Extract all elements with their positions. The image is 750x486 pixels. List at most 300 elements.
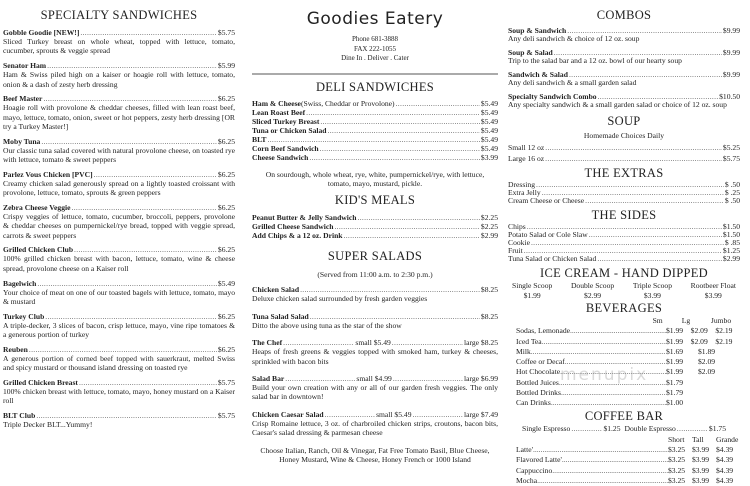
fax: FAX 222-1055 [353,44,397,53]
item-price: $2.99 [480,231,498,241]
row-label [508,476,668,486]
item-price: $5.75 [217,28,235,37]
deli-note: On sourdough, whole wheat, rye, white, pumpernickel/rye, with lettuce, tomato, mayo, mustard, pickle. [265,169,485,188]
item-name: Bagelwich [3,278,37,288]
dot-leader [545,143,722,154]
price-cell: $3.99 [692,465,710,475]
dot-leader [320,117,480,126]
item-price: $5.49 [480,116,498,126]
item-price: $5.75 [217,377,235,387]
restaurant-title: Goodies Eatery [306,9,444,29]
item-price: $6.25 [217,136,235,146]
dot-leader [72,203,217,212]
table-row [508,347,740,357]
item-name: Dressing [508,180,535,189]
item-description: Ditto the above using tuna as the star of the show [252,320,402,330]
soup-sub: Homemade Choices Daily [583,131,665,140]
dot-leader [542,337,666,347]
price-cell: $2.19 [715,336,733,346]
menu-item-row [252,135,498,144]
menu-item-row [252,213,498,222]
price-cell: $1.00 [666,398,684,408]
menu-item [3,378,235,406]
item-description: A generous portion of corned beef topped with sauerkraut, melted Swiss and spicy mustard or thousand island dressing on toasted rye [3,353,235,373]
dot-leader [344,231,480,240]
double-espresso-price: $1.75 [708,423,727,433]
price-cell: $1.79 [666,388,684,398]
dot-leader [309,153,480,162]
menu-item-row [3,245,235,254]
dot-leader [325,410,375,419]
ice-cream-name: Triple Scoop [632,281,672,290]
item-small-price: small $4.99 [356,373,392,383]
menu-item-row [252,108,498,117]
extras-list [508,181,740,205]
row-name: Mocha [516,475,538,485]
right-column [508,0,740,486]
menu-item-row [252,231,498,240]
row-name: Milk [516,346,531,356]
price-cell: $3.25 [668,475,686,485]
menu-item [252,117,498,126]
dot-leader [531,347,666,357]
table-row [508,337,740,347]
section-heading: ICE CREAM - HAND DIPPED [539,266,708,280]
item-price: $ .85 [724,238,740,247]
dot-leader [29,345,217,354]
menu-item-row [252,312,498,321]
menu-item-row [252,99,498,108]
sides-list [508,223,740,263]
menu-item-row [508,239,740,247]
dot-leader [47,61,217,70]
served-note: (Served from 11:00 a.m. to 2:30 p.m.) [317,270,433,280]
ice-cream-price: $3.99 [704,291,722,300]
double-espresso: Double Espresso [624,423,676,433]
menu-item [508,197,740,205]
item-description: Our classic tuna salad covered with natural provolone cheese, on toasted rye with lettuce, tomato & sweet peppers [3,145,235,165]
item-description: Crispy veggies of lettuce, tomato, cucumber, broccoli, peppers, provolone & cheddar cheeses on pumpernickel/rye bread, topped with veggie spread, carrots & sweet peppers [3,211,235,240]
menu-item [252,222,498,231]
ice-cream-list [508,281,740,301]
ice-cream-option [512,281,552,301]
item-price: $8.25 [480,311,498,321]
menu-item-row [508,154,740,165]
menu-item-row [252,153,498,162]
item-name: Corn Beef Sandwich [252,143,319,153]
item-price: $5.49 [480,134,498,144]
section-heading: BEVERAGES [585,301,663,315]
menu-item-row [508,143,740,154]
row-label [508,326,666,336]
item-name: Grilled Chicken Club [3,245,74,255]
item-name: Sliced Turkey Breast [252,116,320,126]
dot-leader [79,378,217,387]
price-cell: $1.99 [666,367,684,377]
item-description: Any deli sandwich & choice of 12 oz. soup [508,34,640,43]
row-label [508,455,668,465]
table-row [508,326,740,336]
dot-leader [531,239,724,247]
item-name: Parlez Vous Chicken [PVC] [3,169,93,179]
dot-leader [41,137,217,146]
item-price: $1.50 [722,230,740,239]
menu-item-row [3,170,235,179]
price-cell: $3.99 [692,455,710,465]
menu-item [508,92,740,109]
item-name: Cream Cheese or Cheese [508,196,585,205]
item-description: Sliced Turkey breast on whole wheat, topped with lettuce, tomato, cucumber, sprouts & veggie spread [3,37,235,56]
menu-item [252,108,498,117]
ice-cream-name: Single Scoop [512,281,553,290]
item-name: Large 16 oz [508,153,545,163]
menu-item-row [3,378,235,387]
item-price: $10.50 [719,92,740,101]
price-cell: $1.79 [666,377,684,387]
row-label [508,466,668,476]
menu-item-row [252,374,498,383]
item-name: Beef Master [3,94,43,104]
item-description: Crisp Romaine lettuce, 3 oz. of charbroiled chicken strips, croutons, bacon bits, Caesar's salad dressing & parmesan cheese [252,418,498,438]
menu-item [3,345,235,373]
table-row [508,476,740,486]
menu-item [508,231,740,239]
section-heading: THE SIDES [591,208,657,222]
menu-item [508,48,740,65]
combo-list [508,26,740,109]
dot-leader [393,374,463,383]
item-extra: (Swiss, Cheddar or Provolone) [300,98,395,108]
dot-leader [392,338,463,347]
menu-item-row [252,126,498,135]
menu-item-row [3,94,235,103]
item-price: large $7.49 [463,409,498,419]
item-name: BLT [252,134,267,144]
item-description: Deluxe chicken salad surrounded by fresh garden veggies [252,294,428,304]
item-price: $6.25 [217,344,235,354]
menu-item-row [3,61,235,70]
item-name: Grilled Chicken Breast [3,377,78,387]
item-price: $5.49 [480,107,498,117]
ice-cream-price: $3.99 [643,291,661,300]
price-cell: $1.99 [666,336,684,346]
price-cell: $3.99 [692,475,710,485]
column-header: Sm [652,316,663,325]
menu-item [252,135,498,144]
menu-item [252,213,498,222]
item-description: 100% chicken breast with lettuce, tomato, mayo, honey mustard on a Kaiser roll [3,386,235,406]
menu-item [252,231,498,240]
section-heading: COMBOS [596,8,652,22]
item-description: Trip to the salad bar and a 12 oz. bowl of our hearty soup [508,56,682,65]
dot-leader [536,181,724,189]
menu-item [252,338,498,366]
menu-item [3,28,235,56]
column-header: Jumbo [710,316,732,325]
kids-list [252,213,498,240]
divider [252,73,498,75]
item-price: $2.25 [480,222,498,232]
table-header [508,435,740,445]
price-cell: $3.25 [668,444,686,454]
item-price: $5.49 [217,278,235,288]
menu-item [3,312,235,340]
row-name: Latte' [516,444,533,454]
dot-leader [334,222,479,231]
dot-leader [300,285,480,294]
item-name: Chicken Caesar Salad [252,409,324,419]
item-description: Hoagie roll with provolone & cheddar cheeses, filled with lean roast beef, mayo, lettuce, tomato, onion, sweet or hot peppers, zesty herb dressing [OR try a Turkey Master!] [3,103,235,132]
item-price: $5.75 [217,411,235,421]
menu-item [252,126,498,135]
item-price: $3.99 [480,152,498,162]
dot-leader [45,312,217,321]
item-description: Any specialty sandwich & a small garden salad or choice of 12 oz. soup [508,100,727,109]
item-name: Small 12 oz [508,143,545,152]
item-name: Salad Bar [252,373,285,383]
item-name: The Chef [252,338,283,348]
item-description: Your choice of meat on one of our toasted bagels with lettuce, tomato, mayo & mustard [3,287,235,306]
row-name: Bottled Juices [516,377,559,387]
column-header: Grande [716,434,739,444]
item-price: $ .50 [724,196,740,205]
dot-leader [597,255,722,263]
menu-item-row [252,144,498,153]
dot-leader [328,126,480,135]
dot-leader [396,99,480,108]
row-label [508,388,666,398]
item-price: $6.25 [217,169,235,179]
price-cell: $3.25 [668,465,686,475]
item-price: $2.99 [722,254,740,263]
item-price: $6.25 [217,202,235,212]
item-small-price: small $5.49 [376,409,412,419]
price-cell: $4.39 [716,465,734,475]
item-price: large $8.25 [463,338,499,348]
item-description: Heaps of fresh greens & veggies topped with smoked ham, turkey & cheeses, sprinkled with bacon bits [252,347,498,366]
salad-list [252,285,498,437]
header-spacer [508,435,668,445]
item-price: $5.99 [217,61,235,71]
dressing-note: Choose Italian, Ranch, Oil & Vinegar, Fat Free Tomato Basil, Blue Cheese, Honey Mustard, Wine & Cheese, Honey French or 1000 Island [260,445,490,464]
menu-item [508,181,740,189]
table-header [508,316,740,326]
price-cell: $1.89 [698,346,716,356]
item-price: $5.49 [480,125,498,135]
table-row [508,466,740,476]
table-row [508,388,740,398]
ice-cream-name: Double Scoop [570,281,615,290]
item-name: Extra Jelly [508,188,541,197]
item-name: Fruit [508,246,523,255]
dot-leader [94,170,217,179]
item-name: Cheese Sandwich [252,152,309,162]
item-price: $9.99 [722,70,740,79]
specialty-sandwiches-column [3,0,235,435]
row-name: Can Drinks [516,398,551,408]
menu-item-row [508,181,740,189]
menu-item-row [3,279,235,288]
item-name: Turkey Club [3,311,45,321]
item-description: Creamy chicken salad generously spread on a lightly toasted croissant with provolone, lettuce, tomato, sprouts & green peppers [3,178,235,198]
item-price: $6.25 [217,245,235,255]
menu-item-row [3,203,235,212]
services: Dine In . Deliver . Cater [341,54,409,62]
item-price: $6.25 [217,94,235,104]
row-name: Flavored Latte' [516,455,562,465]
price-cell: $1.99 [666,357,684,367]
column-header: Tall [692,434,704,444]
dot-leader [552,466,668,476]
menu-item-row [252,117,498,126]
dot-leader [80,28,217,37]
menu-item [252,144,498,153]
ice-cream-price: $2.99 [584,291,602,300]
center-column [252,0,498,464]
item-price: $5.49 [480,143,498,153]
menu-item-row [3,345,235,354]
item-price: $ .25 [724,188,740,197]
menu-item-row [252,410,498,419]
item-name: Grilled Cheese Sandwich [252,222,334,232]
row-name: Cappuccino [516,465,553,475]
ice-cream-option [633,281,672,301]
price-cell: $2.09 [698,367,716,377]
menu-item [3,137,235,165]
item-name: Specialty Sandwich Combo [508,92,597,101]
menu-item [508,239,740,247]
item-name: Senator Ham [3,61,47,71]
menu-item [3,203,235,240]
soup-list [508,143,740,164]
row-label [508,347,666,357]
row-name: Sodas, Lemonade [516,326,570,336]
item-name: Zebra Cheese Veggie [3,202,71,212]
item-price: $ .50 [724,180,740,189]
dot-leader [358,213,480,222]
section-heading: COFFEE BAR [584,408,664,423]
row-label [508,337,666,347]
item-price: $1.50 [722,222,740,231]
item-price: large $6.99 [463,373,498,383]
dot-leader [537,476,668,486]
item-name: Gobble Goodie [NEW!] [3,28,80,37]
price-cell: $4.39 [716,475,734,485]
ice-cream-price: $1.99 [523,291,541,300]
ice-cream-option [571,281,614,301]
item-small-price: small $5.49 [355,338,391,348]
item-name: Chicken Salad [252,285,300,295]
menu-item [3,170,235,198]
item-name: Cookie [508,238,530,247]
dot-leader [320,144,480,153]
price-cell: $2.09 [690,326,708,336]
section-heading: SUPER SALADS [327,249,423,264]
menu-item [3,279,235,307]
section-heading: SPECIALTY SANDWICHES [40,8,198,22]
item-name: Soup & Sandwich [508,26,567,35]
dot-leader [545,154,722,165]
item-name: Add Chips & a 12 oz. Drink [252,231,343,241]
menu-item [252,312,498,330]
menu-item [252,99,498,108]
menu-item-row [508,255,740,263]
section-heading: THE EXTRAS [584,166,664,180]
item-name: Tuna Salad or Chicken Salad [508,254,597,263]
item-price: $1.25 [722,246,740,255]
price-cell: $2.09 [698,357,716,367]
item-name: Tuna or Chicken Salad [252,125,327,135]
dot-leader [285,374,355,383]
price-cell: $4.39 [716,455,734,465]
dot-leader [585,197,724,205]
item-price: $8.25 [480,285,498,295]
menu-item-row [252,338,498,347]
item-price: $6.25 [217,311,235,321]
coffee-table [508,435,740,486]
column-header: Short [668,434,685,444]
table-row [508,398,740,408]
item-price: $9.99 [722,48,740,57]
item-name: BLT Club [3,411,36,421]
item-description: Build your own creation with any or all of our garden fresh veggies. The only salad bar in downtown! [252,382,498,402]
dot-leader [306,108,480,117]
header-spacer [508,316,653,326]
menu-item [3,411,235,429]
price-cell: $4.39 [716,444,734,454]
price-cell: $1.99 [666,326,684,336]
item-price: $5.25 [722,143,740,152]
menu-item [252,153,498,162]
menu-item [3,94,235,131]
espresso-row [508,424,740,433]
item-description: A triple-decker, 3 slices of bacon, crisp lettuce, mayo, vine ripe tomatoes & a generous portion of turkey [3,320,235,340]
menu-item [508,255,740,263]
price-cell: $2.09 [690,336,708,346]
item-name: Moby Tuna [3,136,41,146]
item-name: Sandwich & Salad [508,70,568,79]
row-name: Hot Chocolate [516,367,561,377]
section-heading: SOUP [607,114,641,128]
item-description: Triple Decker BLT...Yummy! [3,420,93,430]
dot-leader [37,279,217,288]
price-cell: $1.69 [666,346,684,356]
dot-leader [43,94,216,103]
dot-leader [561,388,666,398]
menu-item-row [252,222,498,231]
price-cell: $3.99 [692,444,710,454]
item-name: Lean Roast Beef [252,107,306,117]
dot-leader [74,245,217,254]
single-espresso-price: $1.25 [603,423,621,433]
dot-leader [36,411,217,420]
item-name: Soup & Salad [508,48,553,57]
item-price: $5.49 [480,98,498,108]
dot-leader [283,338,354,347]
menu-item-row [508,231,740,239]
menu-item [508,143,740,154]
item-price: $5.75 [722,153,740,163]
menu-item-row [252,285,498,294]
price-cell: $2.19 [715,326,733,336]
ice-cream-option [691,281,736,301]
section-heading: KID'S MEALS [334,193,416,208]
row-label [508,445,668,455]
item-name: Potato Salad or Cole Slaw [508,230,588,239]
row-name: Bottled Drinks [516,388,561,398]
menu-item [508,26,740,43]
dot-leader [413,410,463,419]
